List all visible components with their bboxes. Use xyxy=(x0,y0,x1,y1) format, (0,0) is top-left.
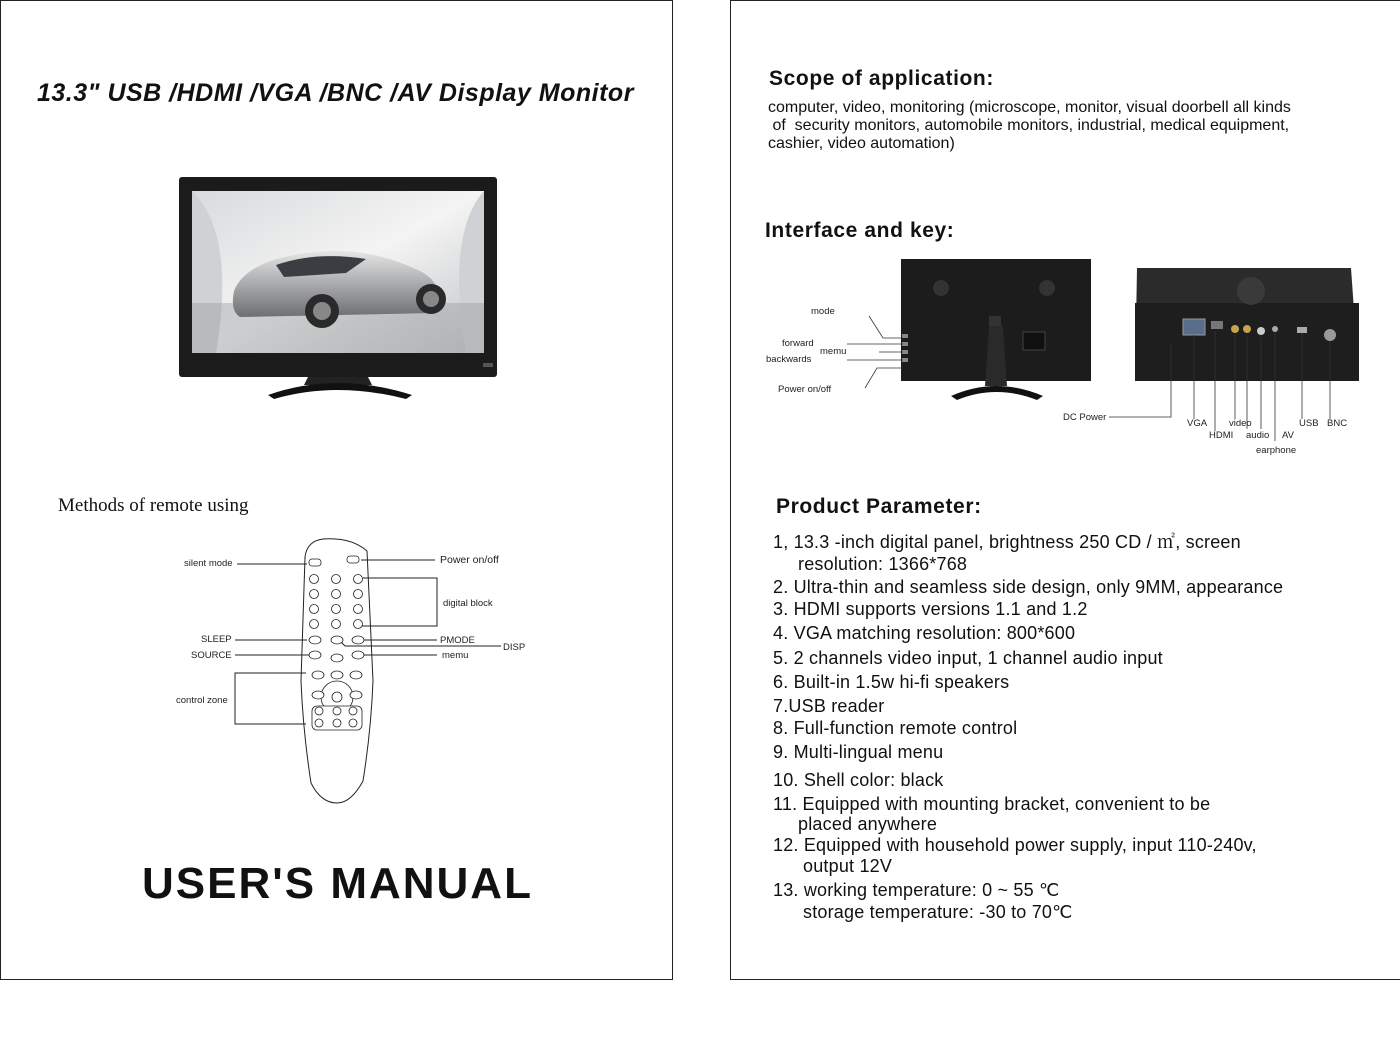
label-audio: audio xyxy=(1246,430,1270,441)
label-bnc: BNC xyxy=(1327,418,1348,429)
interface-heading: Interface and key: xyxy=(765,219,955,242)
param-item: 1, 13.3 -inch digital panel, brightness 250 CD / ㎡, screen resolution: 1366*768 xyxy=(773,532,1241,574)
scope-heading: Scope of application: xyxy=(769,67,994,90)
label-backwards: backwards xyxy=(766,354,812,365)
label-pmode: PMODE xyxy=(440,635,475,646)
param-item: 3. HDMI supports versions 1.1 and 1.2 xyxy=(773,599,1088,619)
label-hdmi: HDMI xyxy=(1209,430,1234,441)
param-item: 5. 2 channels video input, 1 channel audio input xyxy=(773,648,1163,668)
param-item: 4. VGA matching resolution: 800*600 xyxy=(773,623,1076,643)
label-digital-block: digital block xyxy=(443,598,493,609)
label-usb: USB xyxy=(1299,418,1319,429)
label-mode: mode xyxy=(811,306,835,317)
label-earphone: earphone xyxy=(1256,445,1297,456)
param-item: 6. Built-in 1.5w hi-fi speakers xyxy=(773,672,1010,692)
users-manual-title: USER'S MANUAL xyxy=(142,859,533,908)
param-item: 13. working temperature: 0 ~ 55 ℃ storage temperature: -30 to 70℃ xyxy=(773,880,1073,922)
remote-control-diagram xyxy=(1,531,674,821)
methods-heading: Methods of remote using xyxy=(58,495,249,516)
scope-line: computer, video, monitoring (microscope, monitor, visual doorbell all kinds xyxy=(768,99,1291,116)
param-item: 9. Multi-lingual menu xyxy=(773,742,944,762)
param-item: 7.USB reader xyxy=(773,696,885,716)
param-item: 12. Equipped with household power supply, input 110-240v, output 12V xyxy=(773,835,1257,876)
label-video: video xyxy=(1229,418,1252,429)
label-silent-mode: silent mode xyxy=(184,558,233,569)
label-dc-power: DC Power xyxy=(1063,412,1107,423)
label-control-zone: control zone xyxy=(176,695,228,706)
label-av: AV xyxy=(1282,430,1294,441)
label-disp: DISP xyxy=(503,642,526,653)
param-item: 11. Equipped with mounting bracket, convenient to be placed anywhere xyxy=(773,794,1211,834)
param-item: 2. Ultra-thin and seamless side design, only 9MM, appearance xyxy=(773,577,1284,597)
label-memu: memu xyxy=(442,650,469,661)
right-page xyxy=(730,0,1400,980)
label-side-power: Power on/off xyxy=(778,384,832,395)
scope-line: of security monitors, automobile monitors, industrial, medical equipment, xyxy=(768,117,1290,134)
param-item: 10. Shell color: black xyxy=(773,770,944,790)
label-forward: forward xyxy=(782,338,814,349)
monitor-front-image xyxy=(176,173,501,403)
scope-line: cashier, video automation) xyxy=(768,135,955,152)
product-title: 13.3" USB /HDMI /VGA /BNC /AV Display Monitor xyxy=(37,79,634,107)
label-power: Power on/off xyxy=(440,554,499,566)
param-item: 8. Full-function remote control xyxy=(773,718,1018,738)
label-sleep: SLEEP xyxy=(201,634,232,645)
label-source: SOURCE xyxy=(191,650,232,661)
label-side-memu: memu xyxy=(820,346,847,357)
scope-text xyxy=(768,99,1388,153)
params-heading: Product Parameter: xyxy=(776,495,982,518)
left-page xyxy=(0,0,673,980)
label-vga: VGA xyxy=(1187,418,1208,429)
